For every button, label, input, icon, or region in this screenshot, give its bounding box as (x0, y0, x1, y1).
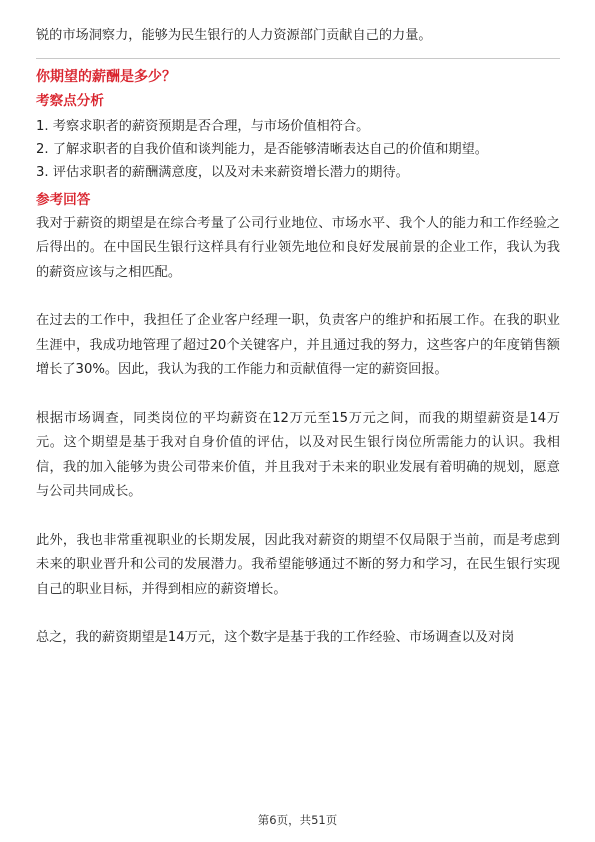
analysis-list (36, 115, 560, 184)
intro-text: 锐的市场洞察力，能够为民生银行的人力资源部门贡献自己的力量。 (36, 28, 432, 43)
page-number: 第6页，共51页 (257, 813, 338, 827)
question-heading: 你期望的薪酬是多少？ (36, 68, 176, 85)
analysis-item: 3. 评估求职者的薪酬满意度，以及对未来薪资增长潜力的期待。 (36, 164, 409, 180)
answer-paragraph: 我对于薪资的期望是在综合考量了公司行业地位、市场水平、我个人的能力和工作经验之后得出的。在中国民生银行这样具有行业领先地位和良好发展前景的企业工作，我认为我的薪资应该与之相匹配。 (36, 215, 560, 280)
section-divider (36, 58, 560, 59)
answer-title: 参考回答 (36, 191, 91, 208)
answer-body (36, 212, 560, 651)
answer-paragraph: 此外，我也非常重视职业的长期发展，因此我对薪资的期望不仅局限于当前，而是考虑到未来的职业晋升和公司的发展潜力。我希望能够通过不断的努力和学习，在民生银行实现自己的职业目标，并得到相应的薪资增长。 (36, 532, 560, 597)
analysis-item: 2. 了解求职者的自我价值和谈判能力，是否能够清晰表达自己的价值和期望。 (36, 141, 488, 157)
analysis-title: 考察点分析 (36, 92, 104, 109)
document-page (36, 24, 560, 675)
answer-paragraph: 根据市场调查，同类岗位的平均薪资在12万元至15万元之间，而我的期望薪资是14万元。这个期望是基于我对自身价值的评估，以及对民生银行岗位所需能力的认识。我相信，我的加入能够为贵公司带来价值，并且我对于未来的职业发展有着明确的规划，愿意与公司共同成长。 (36, 410, 560, 499)
answer-paragraph: 在过去的工作中，我担任了企业客户经理一职，负责客户的维护和拓展工作。在我的职业生涯中，我成功地管理了超过20个关键客户，并且通过我的努力，这些客户的年度销售额增长了30%。因此，我认为我的工作能力和贡献值得一定的薪资回报。 (36, 313, 560, 377)
analysis-item: 1. 考察求职者的薪资预期是否合理，与市场价值相符合。 (36, 118, 370, 134)
answer-paragraph: 总之，我的薪资期望是14万元，这个数字是基于我的工作经验、市场调查以及对岗 (36, 630, 515, 645)
